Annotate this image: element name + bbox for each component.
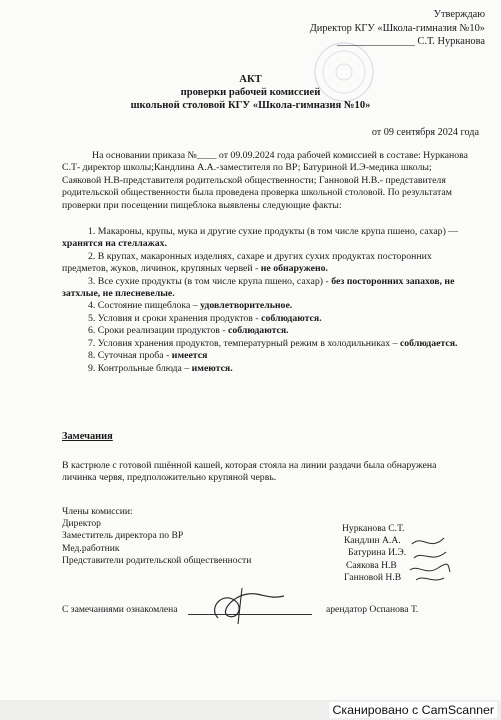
finding-result: хранятся на стеллажах. [62,238,167,250]
member-name: Кандлин А.А. [344,535,401,547]
finding-item [62,313,472,325]
act-subtitle-1: проверки рабочей комиссией [180,87,321,99]
approval-block [310,8,485,49]
finding-item [62,325,472,337]
act-date: от 09 сентября 2024 года [371,127,479,138]
member-name: Ганновой Н.В [344,571,402,583]
finding-item [62,251,472,276]
approval-position: Директор КГУ «Школа-гимназия №10» [309,22,485,34]
finding-text: 3. Все сухие продукты (в том числе крупа пшено, сахар) - [88,275,332,287]
acquaintance-label: С замечаниями ознакомлена [62,604,178,615]
scanner-watermark: Сканировано с CamScanner [329,702,497,718]
findings-list [62,226,472,375]
finding-result: имеется [171,350,208,362]
finding-item [62,276,472,301]
remarks-title: Замечания [62,431,113,442]
finding-text: 6. Сроки реализации продуктов - [88,325,229,337]
act-title: АКТ [239,74,262,85]
member-role: Заместитель директора по ВР [62,530,184,542]
act-body [62,150,472,375]
finding-result: соблюдаются. [228,325,289,337]
finding-text: 4. Состояние пищеблока – [88,300,201,312]
finding-text: 9. Контрольные блюда – [88,362,192,374]
finding-item [62,363,472,375]
finding-item [62,300,472,312]
commission-members [62,506,251,567]
finding-item [62,226,472,251]
finding-text: 1. Макароны, крупы, мука и другие сухие продукты (в том числе крупа пшено, сахар) — [88,226,459,238]
member-name: Нурканова С.Т. [342,523,405,534]
members-heading: Члены комиссии: [62,506,133,517]
finding-text: 7. Условия хранения продуктов, температурный режим в холодильниках – [88,337,400,349]
finding-result: удовлетворительное. [200,300,293,312]
finding-result: без посторонних запахов, не затхлые, не плесневелые. [62,275,455,300]
act-subtitle-2: школьной столовой КГУ «Школа-гимназия №10» [130,100,371,112]
signature-marks-icon [408,530,452,586]
tenant-signature-icon [198,584,288,628]
member-names [342,523,406,584]
member-name: Саякова Н.В [346,559,397,571]
tenant-name: арендатор Оспанова Т. [326,604,419,615]
finding-item [62,350,472,362]
finding-text: 5. Условия и сроки хранения продуктов - [88,312,262,324]
finding-result: соблюдается. [399,337,458,349]
act-header [0,73,501,113]
finding-result: имеются. [191,362,233,374]
finding-item [62,338,472,350]
member-role: Директор [62,518,101,530]
approval-title: Утверждаю [433,9,485,20]
finding-result: не обнаружено. [260,263,328,275]
remarks-text: В кастрюле с готовой пшённой кашей, которая стояла на линии раздачи была обнаружена личинка червя, предположительно крупяной червь. [62,460,437,484]
member-role: Представители родительской общественности [62,554,252,566]
finding-result: соблюдаются. [261,312,322,324]
approval-signature-line: _______________ С.Т. Нурканова [336,36,485,48]
intro-paragraph: На основании приказа №____ от 09.09.2024 года рабочей комиссией в составе: Нурканова С.Т- директор школы;Кандлина А.А.-заместителя по ВР; Батуриной И.Э-медика школы; Саяковой Н.В-представителя родительской общественности; Ганновой Н.В.- представителя родительской общественности была проведена проверка школьной столовой. По результатам проверки при посещении пищеблока выявлены следующие факты: [62,150,468,211]
member-role: Мед.работник [62,542,120,554]
member-name: Батурина И.Э. [348,547,407,559]
finding-text: 2. В крупах, макаронных изделиях, сахаре и других сухих продуктах посторонних предметов, жуков, личинок, крупяных червей - [62,250,432,275]
finding-text: 8. Суточная проба - [88,350,172,362]
